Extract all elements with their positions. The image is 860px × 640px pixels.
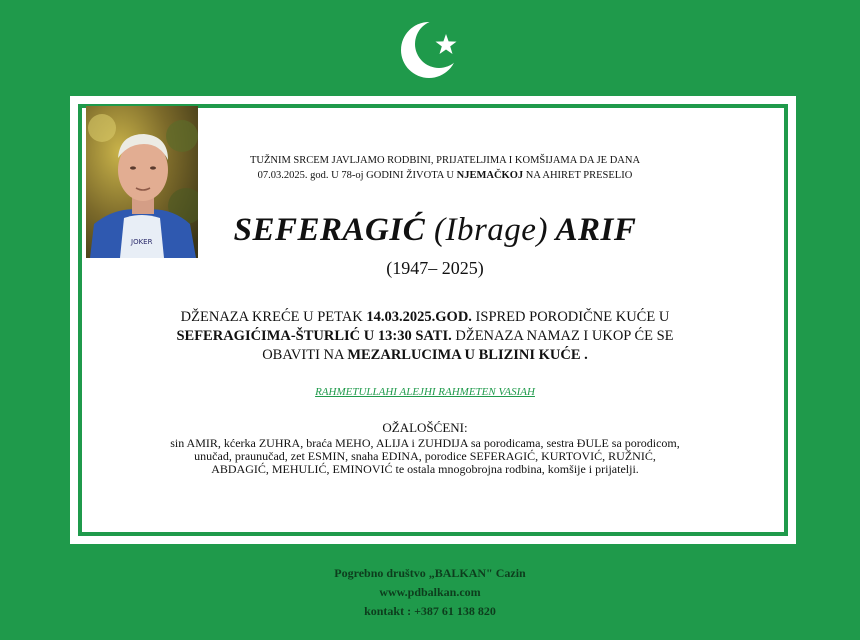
mourners-line-3: ABDAGIĆ, MEHULIĆ, EMINOVIĆ te ostala mnogobrojna rodbina, komšije i prijatelji. (211, 462, 639, 476)
svg-text:JOKER: JOKER (131, 238, 153, 246)
announcement-intro (210, 153, 680, 183)
prayer-text: RAHMETULLAHI ALEJHI RAHMETEN VASIAH (315, 386, 535, 398)
funeral-line-1 (110, 308, 740, 327)
funeral-text-2: ISPRED PORODIČNE KUĆE U (475, 309, 670, 325)
funeral-line-2 (110, 327, 740, 346)
deceased-name (208, 212, 662, 249)
obituary-card (70, 96, 796, 544)
mourners-title: OŽALOŠĆENI: (382, 420, 468, 435)
company-name: Pogrebno društvo „BALKAN" Cazin (334, 566, 526, 580)
intro-line-1: TUŽNIM SRCEM JAVLJAMO RODBINI, PRIJATELJIMA I KOMŠIJAMA DA JE DANA (249, 155, 641, 166)
company-website: www.pdbalkan.com (379, 585, 481, 599)
intro-line-2 (210, 168, 680, 183)
portrait-photo (86, 106, 198, 258)
age-text: U 78-oj GODINI ŽIVOTA U (331, 170, 454, 181)
company-contact: kontakt : +387 61 138 820 (364, 604, 496, 618)
funeral-text-3: DŽENAZA NAMAZ I UKOP ĆE SE (455, 328, 674, 344)
mourners-line-1: sin AMIR, kćerka ZUHRA, braća MEHO, ALIJA i ZUHDIJA sa porodicama, sestra ĐULE sa porodicom, (170, 436, 680, 450)
deceased-nickname: (Ibrage) (433, 212, 548, 248)
life-years: (1947– 2025) (386, 258, 484, 278)
funeral-place: SEFERAGIĆIMA-ŠTURLIĆ U 13:30 SATI. (176, 328, 452, 344)
funeral-details (110, 308, 740, 365)
funeral-home-footer (0, 564, 860, 621)
death-country: NJEMAČKOJ (456, 170, 524, 181)
deceased-surname: SEFERAGIĆ (233, 212, 426, 248)
crescent-star-icon (395, 14, 467, 86)
death-date: 07.03.2025. god. (257, 170, 329, 181)
intro-end-text: NA AHIRET PRESELIO (525, 170, 633, 181)
funeral-cemetery: MEZARLUCIMA U BLIZINI KUĆE . (347, 347, 588, 363)
funeral-date: 14.03.2025.GOD. (366, 309, 472, 325)
funeral-text-1: DŽENAZA KREĆE U PETAK (180, 309, 363, 325)
funeral-text-4: OBAVITI NA (262, 347, 344, 363)
mourners-list (110, 437, 740, 476)
mourners-line-2: unučad, praunučad, zet ESMIN, snaha EDINA, porodice SEFERAGIĆ, KURTOVIĆ, RUŽNIĆ, (194, 449, 656, 463)
funeral-line-3 (110, 346, 740, 365)
deceased-first-name: ARIF (555, 212, 637, 248)
